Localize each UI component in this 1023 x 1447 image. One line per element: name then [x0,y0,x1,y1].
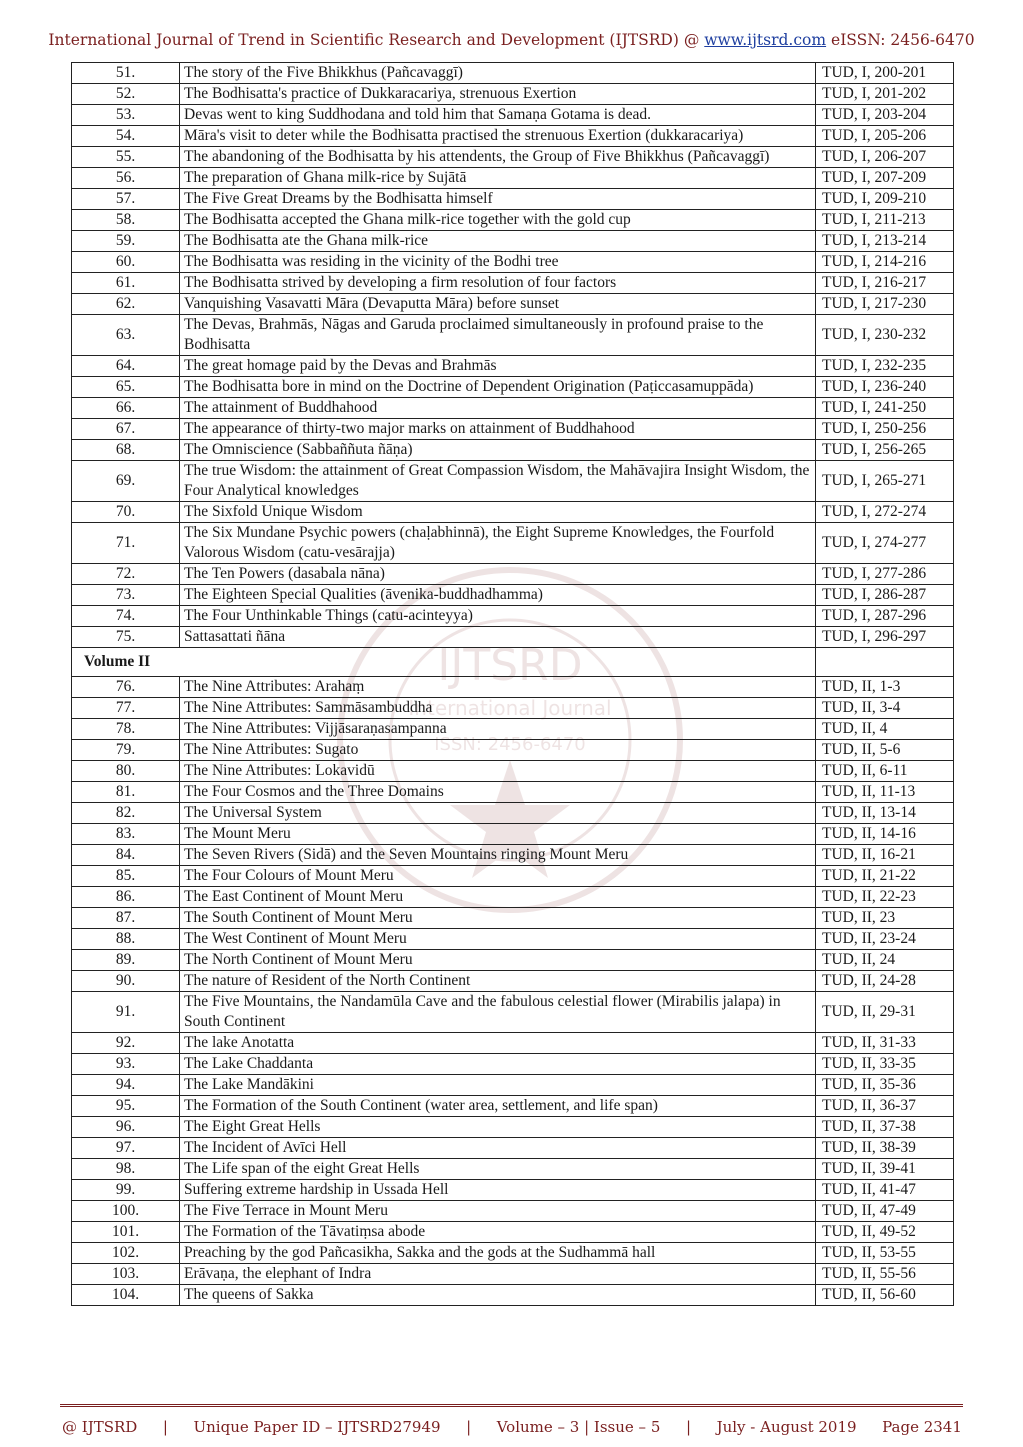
row-number-cell: 65. [72,377,180,398]
footer-separator: | [162,1418,168,1436]
row-reference-cell: TUD, I, 214-216 [816,252,954,273]
row-title-cell: The Six Mundane Psychic powers (chaḷabhinnā), the Eight Supreme Knowledges, the Fourfold Valorous Wisdom (catu-vesārajja) [180,523,816,564]
row-title-cell: The Four Unthinkable Things (catu-acinteyya) [180,606,816,627]
row-title-cell: The lake Anotatta [180,1033,816,1054]
row-reference-cell: TUD, II, 35-36 [816,1075,954,1096]
row-number-cell: 79. [72,740,180,761]
row-number-cell: 101. [72,1222,180,1243]
row-title-cell: The South Continent of Mount Meru [180,908,816,929]
row-title-cell: The Devas, Brahmās, Nāgas and Garuda proclaimed simultaneously in profound praise to the Bodhisatta [180,315,816,356]
footer-divider [60,1404,963,1407]
table-row [72,1201,954,1222]
row-number-cell: 80. [72,761,180,782]
row-reference-cell: TUD, II, 11-13 [816,782,954,803]
table-row [72,419,954,440]
row-title-cell: The Four Colours of Mount Meru [180,866,816,887]
table-row [72,1075,954,1096]
row-title-cell: The story of the Five Bhikkhus (Pañcavaggī) [180,63,816,84]
row-number-cell: 58. [72,210,180,231]
row-number-cell: 83. [72,824,180,845]
row-reference-cell: TUD, I, 203-204 [816,105,954,126]
row-title-cell: The queens of Sakka [180,1285,816,1306]
row-number-cell: 99. [72,1180,180,1201]
row-number-cell: 88. [72,929,180,950]
table-row [72,398,954,419]
table-row [72,1138,954,1159]
row-reference-cell: TUD, II, 24-28 [816,971,954,992]
row-reference-cell: TUD, II, 41-47 [816,1180,954,1201]
row-number-cell: 91. [72,992,180,1033]
row-reference-cell: TUD, I, 207-209 [816,168,954,189]
table-row [72,698,954,719]
row-title-cell: The Nine Attributes: Vijjāsaraṇasampanna [180,719,816,740]
volume-section-empty-cell [816,648,954,677]
row-number-cell: 97. [72,1138,180,1159]
watermark-top-text: International Journal [408,696,612,720]
table-row [72,1159,954,1180]
footer-separator: | [466,1418,472,1436]
table-row [72,585,954,606]
row-title-cell: The Nine Attributes: Arahaṃ [180,677,816,698]
row-reference-cell: TUD, I, 296-297 [816,627,954,648]
row-reference-cell: TUD, II, 53-55 [816,1243,954,1264]
row-reference-cell: TUD, II, 29-31 [816,992,954,1033]
row-number-cell: 86. [72,887,180,908]
row-reference-cell: TUD, II, 22-23 [816,887,954,908]
row-number-cell: 72. [72,564,180,585]
table-row [72,971,954,992]
row-number-cell: 85. [72,866,180,887]
row-title-cell: The Five Great Dreams by the Bodhisatta himself [180,189,816,210]
row-number-cell: 71. [72,523,180,564]
table-row [72,803,954,824]
row-title-cell: Erāvaṇa, the elephant of Indra [180,1264,816,1285]
row-reference-cell: TUD, II, 24 [816,950,954,971]
table-row [72,461,954,502]
row-title-cell: The attainment of Buddhahood [180,398,816,419]
row-title-cell: The Seven Rivers (Sidā) and the Seven Mountains ringing Mount Meru [180,845,816,866]
row-title-cell: The abandoning of the Bodhisatta by his attendents, the Group of Five Bhikkhus (Pañcavaggī) [180,147,816,168]
table-row [72,294,954,315]
row-reference-cell: TUD, I, 200-201 [816,63,954,84]
table-row [72,63,954,84]
row-reference-cell: TUD, I, 236-240 [816,377,954,398]
journal-name: International Journal of Trend in Scientific Research and Development (IJTSRD) @ [48,31,700,49]
row-title-cell: The Nine Attributes: Lokavidū [180,761,816,782]
row-number-cell: 82. [72,803,180,824]
row-number-cell: 93. [72,1054,180,1075]
row-reference-cell: TUD, II, 47-49 [816,1201,954,1222]
row-reference-cell: TUD, II, 36-37 [816,1096,954,1117]
row-reference-cell: TUD, I, 230-232 [816,315,954,356]
row-title-cell: The Sixfold Unique Wisdom [180,502,816,523]
row-number-cell: 87. [72,908,180,929]
table-row [72,782,954,803]
row-number-cell: 81. [72,782,180,803]
volume-section-label: Volume II [72,648,816,677]
row-number-cell: 53. [72,105,180,126]
row-reference-cell: TUD, II, 6-11 [816,761,954,782]
table-row [72,377,954,398]
row-number-cell: 61. [72,273,180,294]
row-title-cell: The Ten Powers (dasabala nāna) [180,564,816,585]
row-title-cell: Vanquishing Vasavatti Māra (Devaputta Māra) before sunset [180,294,816,315]
row-reference-cell: TUD, II, 14-16 [816,824,954,845]
table-row [72,606,954,627]
row-number-cell: 98. [72,1159,180,1180]
row-reference-cell: TUD, I, 232-235 [816,356,954,377]
row-number-cell: 94. [72,1075,180,1096]
table-row [72,1264,954,1285]
row-title-cell: The Universal System [180,803,816,824]
table-row [72,1222,954,1243]
table-row [72,502,954,523]
row-reference-cell: TUD, I, 287-296 [816,606,954,627]
contents-table [71,62,954,1306]
row-title-cell: The Five Mountains, the Nandamūla Cave and the fabulous celestial flower (Mirabilis jalapa) in South Continent [180,992,816,1033]
table-row [72,523,954,564]
row-number-cell: 102. [72,1243,180,1264]
table-row [72,1243,954,1264]
row-title-cell: Māra's visit to deter while the Bodhisatta practised the strenuous Exertion (dukkaracariya) [180,126,816,147]
row-number-cell: 90. [72,971,180,992]
table-row [72,824,954,845]
table-row [72,1180,954,1201]
row-number-cell: 59. [72,231,180,252]
table-row [72,105,954,126]
row-number-cell: 77. [72,698,180,719]
row-number-cell: 51. [72,63,180,84]
row-title-cell: The Lake Mandākini [180,1075,816,1096]
row-reference-cell: TUD, II, 23-24 [816,929,954,950]
row-reference-cell: TUD, II, 31-33 [816,1033,954,1054]
row-title-cell: The East Continent of Mount Meru [180,887,816,908]
row-title-cell: The Life span of the eight Great Hells [180,1159,816,1180]
table-row [72,761,954,782]
journal-url-link[interactable]: www.ijtsrd.com [704,31,827,49]
row-number-cell: 76. [72,677,180,698]
footer-paper-id: Unique Paper ID – IJTSRD27949 [193,1418,441,1436]
table-row [72,887,954,908]
row-reference-cell: TUD, I, 272-274 [816,502,954,523]
row-number-cell: 70. [72,502,180,523]
row-title-cell: Devas went to king Suddhodana and told him that Samaṇa Gotama is dead. [180,105,816,126]
table-row [72,252,954,273]
row-number-cell: 52. [72,84,180,105]
row-reference-cell: TUD, II, 1-3 [816,677,954,698]
row-reference-cell: TUD, II, 39-41 [816,1159,954,1180]
row-reference-cell: TUD, I, 241-250 [816,398,954,419]
row-reference-cell: TUD, I, 211-213 [816,210,954,231]
row-number-cell: 84. [72,845,180,866]
footer-separator: | [685,1418,691,1436]
row-reference-cell: TUD, II, 4 [816,719,954,740]
table-row [72,1117,954,1138]
row-number-cell: 67. [72,419,180,440]
row-number-cell: 96. [72,1117,180,1138]
row-title-cell: The Nine Attributes: Sugato [180,740,816,761]
row-title-cell: Suffering extreme hardship in Ussada Hell [180,1180,816,1201]
row-number-cell: 64. [72,356,180,377]
row-reference-cell: TUD, I, 209-210 [816,189,954,210]
row-number-cell: 56. [72,168,180,189]
table-row [72,950,954,971]
row-number-cell: 54. [72,126,180,147]
row-reference-cell: TUD, I, 277-286 [816,564,954,585]
table-row [72,315,954,356]
row-reference-cell: TUD, II, 21-22 [816,866,954,887]
row-title-cell: The West Continent of Mount Meru [180,929,816,950]
table-row [72,677,954,698]
row-title-cell: Sattasattati ñāna [180,627,816,648]
row-reference-cell: TUD, II, 37-38 [816,1117,954,1138]
row-title-cell: The Eighteen Special Qualities (āvenika-buddhadhamma) [180,585,816,606]
table-row [72,1033,954,1054]
table-row [72,231,954,252]
row-reference-cell: TUD, I, 265-271 [816,461,954,502]
row-reference-cell: TUD, I, 205-206 [816,126,954,147]
row-title-cell: The Five Terrace in Mount Meru [180,1201,816,1222]
row-title-cell: The true Wisdom: the attainment of Great Compassion Wisdom, the Mahāvajira Insight Wisdom, the Four Analytical knowledges [180,461,816,502]
footer-brand: @ IJTSRD [62,1418,138,1436]
row-reference-cell: TUD, II, 49-52 [816,1222,954,1243]
table-row [72,168,954,189]
watermark-mid-text: IJTSRD [437,640,583,691]
row-reference-cell: TUD, II, 33-35 [816,1054,954,1075]
row-title-cell: The Mount Meru [180,824,816,845]
table-row [72,1054,954,1075]
row-title-cell: The North Continent of Mount Meru [180,950,816,971]
row-number-cell: 92. [72,1033,180,1054]
row-number-cell: 75. [72,627,180,648]
row-number-cell: 69. [72,461,180,502]
row-title-cell: The Incident of Avīci Hell [180,1138,816,1159]
row-reference-cell: TUD, I, 216-217 [816,273,954,294]
table-row [72,147,954,168]
watermark-bottom-text: ISSN: 2456-6470 [434,734,586,755]
row-number-cell: 68. [72,440,180,461]
table-row [72,908,954,929]
row-number-cell: 66. [72,398,180,419]
row-title-cell: The Eight Great Hells [180,1117,816,1138]
row-number-cell: 62. [72,294,180,315]
row-number-cell: 57. [72,189,180,210]
table-row [72,356,954,377]
row-reference-cell: TUD, II, 56-60 [816,1285,954,1306]
footer-date: July - August 2019 [716,1418,857,1436]
row-reference-cell: TUD, I, 286-287 [816,585,954,606]
table-row [72,126,954,147]
row-number-cell: 55. [72,147,180,168]
row-number-cell: 95. [72,1096,180,1117]
table-row [72,845,954,866]
row-reference-cell: TUD, II, 13-14 [816,803,954,824]
table-row [72,84,954,105]
row-title-cell: The Four Cosmos and the Three Domains [180,782,816,803]
row-number-cell: 63. [72,315,180,356]
row-number-cell: 73. [72,585,180,606]
row-title-cell: The Nine Attributes: Sammāsambuddha [180,698,816,719]
row-reference-cell: TUD, I, 274-277 [816,523,954,564]
row-title-cell: The preparation of Ghana milk-rice by Sujātā [180,168,816,189]
row-title-cell: The Formation of the South Continent (water area, settlement, and life span) [180,1096,816,1117]
table-row [72,929,954,950]
row-title-cell: The Formation of the Tāvatiṃsa abode [180,1222,816,1243]
table-row [72,440,954,461]
row-title-cell: The Lake Chaddanta [180,1054,816,1075]
row-title-cell: The Bodhisatta strived by developing a firm resolution of four factors [180,273,816,294]
row-number-cell: 100. [72,1201,180,1222]
row-reference-cell: TUD, II, 5-6 [816,740,954,761]
row-number-cell: 89. [72,950,180,971]
journal-eissn: eISSN: 2456-6470 [831,31,975,49]
row-reference-cell: TUD, I, 217-230 [816,294,954,315]
row-reference-cell: TUD, I, 256-265 [816,440,954,461]
row-title-cell: The Bodhisatta's practice of Dukkaracariya, strenuous Exertion [180,84,816,105]
table-row [72,740,954,761]
table-row [72,866,954,887]
row-title-cell: The nature of Resident of the North Continent [180,971,816,992]
row-number-cell: 74. [72,606,180,627]
row-title-cell: The Omniscience (Sabbaññuta ñāṇa) [180,440,816,461]
table-row [72,992,954,1033]
row-number-cell: 60. [72,252,180,273]
contents-table-body [72,63,954,1306]
volume-section-row [72,648,954,677]
row-title-cell: The Bodhisatta bore in mind on the Doctrine of Dependent Origination (Paṭiccasamuppāda) [180,377,816,398]
row-number-cell: 78. [72,719,180,740]
row-reference-cell: TUD, II, 3-4 [816,698,954,719]
row-reference-cell: TUD, II, 38-39 [816,1138,954,1159]
row-title-cell: The Bodhisatta ate the Ghana milk-rice [180,231,816,252]
row-title-cell: Preaching by the god Pañcasikha, Sakka and the gods at the Sudhammā hall [180,1243,816,1264]
row-title-cell: The appearance of thirty-two major marks on attainment of Buddhahood [180,419,816,440]
row-number-cell: 104. [72,1285,180,1306]
row-reference-cell: TUD, I, 206-207 [816,147,954,168]
row-title-cell: The great homage paid by the Devas and Brahmās [180,356,816,377]
table-row [72,1096,954,1117]
page-footer [62,1418,962,1436]
footer-page-number: Page 2341 [882,1418,962,1436]
footer-volume-issue: Volume – 3 | Issue – 5 [496,1418,661,1436]
journal-header [0,31,1023,49]
row-title-cell: The Bodhisatta accepted the Ghana milk-rice together with the gold cup [180,210,816,231]
row-title-cell: The Bodhisatta was residing in the vicinity of the Bodhi tree [180,252,816,273]
row-reference-cell: TUD, I, 213-214 [816,231,954,252]
row-reference-cell: TUD, II, 55-56 [816,1264,954,1285]
table-row [72,210,954,231]
table-row [72,627,954,648]
table-row [72,564,954,585]
table-row [72,273,954,294]
row-reference-cell: TUD, I, 201-202 [816,84,954,105]
row-number-cell: 103. [72,1264,180,1285]
row-reference-cell: TUD, II, 16-21 [816,845,954,866]
row-reference-cell: TUD, I, 250-256 [816,419,954,440]
row-reference-cell: TUD, II, 23 [816,908,954,929]
table-row [72,1285,954,1306]
table-row [72,189,954,210]
table-row [72,719,954,740]
